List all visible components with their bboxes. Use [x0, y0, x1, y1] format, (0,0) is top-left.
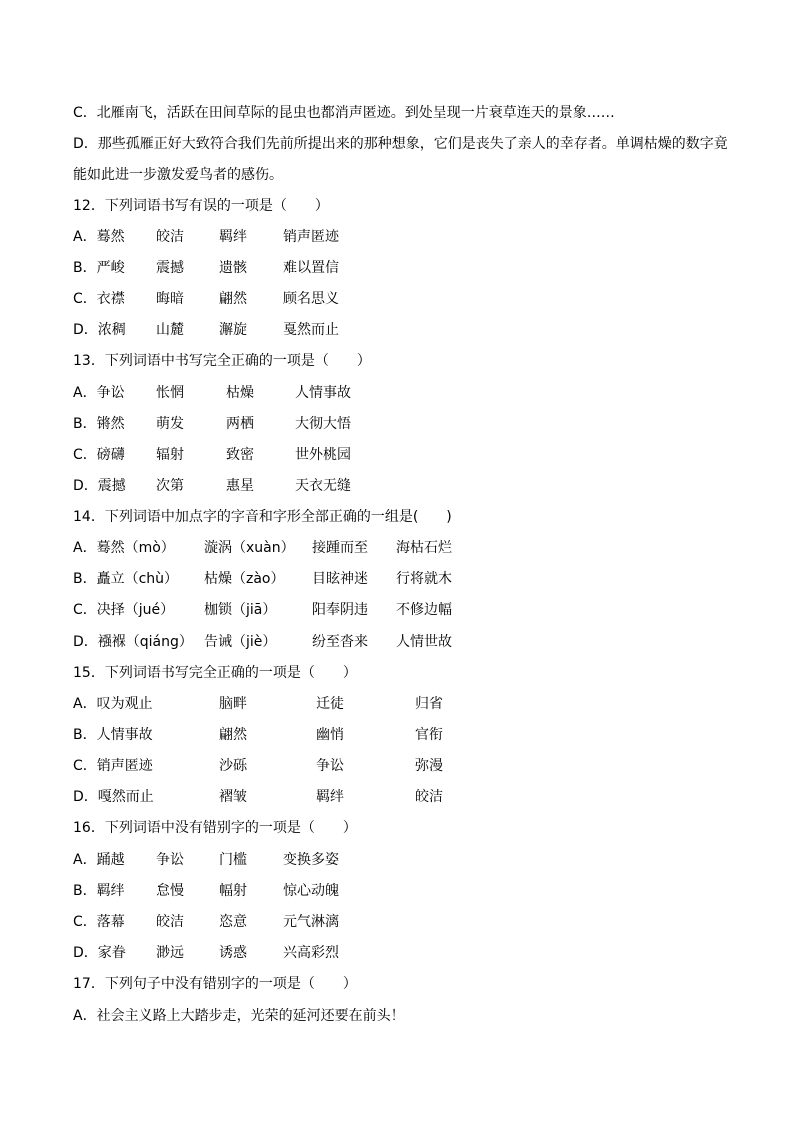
- option-term: B．锵然: [73, 416, 125, 432]
- option-term: A．蓦然（mò）: [73, 540, 175, 556]
- option-term: 羁绊: [316, 789, 344, 805]
- option-term: B．矗立（chù）: [73, 571, 179, 587]
- option-term: 怅惘: [156, 385, 184, 401]
- option-term: 枷锁（jiā）: [204, 602, 277, 618]
- option-term: C．磅礴: [73, 447, 125, 463]
- option-term: A．争讼: [73, 385, 125, 401]
- option-term: 人情事故: [295, 385, 351, 401]
- option-term: 人情世故: [396, 634, 452, 650]
- option-term: 目眩神迷: [312, 571, 368, 587]
- option-term: 次第: [156, 478, 184, 494]
- question-17-option-a: A．社会主义路上大踏步走，光荣的延河还要在前头！: [73, 1008, 405, 1024]
- option-term: 难以置信: [283, 260, 339, 276]
- option-term: 争讼: [316, 758, 344, 774]
- option-term: 沙砾: [219, 758, 247, 774]
- option-term: 遗骸: [219, 260, 247, 276]
- option-term: 枯燥（zào）: [204, 571, 285, 587]
- option-term: D．震撼: [73, 478, 126, 494]
- option-term: 官衔: [415, 727, 443, 743]
- prev-option-d-line1: D．那些孤雁正好大致符合我们先前所提出来的那种想象，它们是丧失了亲人的幸存者。单调枯燥的数字竟: [73, 136, 728, 152]
- option-term: 海枯石烂: [396, 540, 452, 556]
- option-term: 世外桃园: [295, 447, 351, 463]
- option-term: 幅射: [219, 883, 247, 899]
- option-term: 晦暗: [156, 291, 184, 307]
- option-term: 澥旋: [219, 322, 247, 338]
- option-term: A．蓦然: [73, 229, 125, 245]
- option-term: 翩然: [219, 291, 247, 307]
- option-term: 两栖: [226, 416, 254, 432]
- option-term: 惠星: [226, 478, 254, 494]
- question-13-stem: 13．下列词语中书写完全正确的一项是（ ）: [73, 353, 371, 369]
- option-term: 恣意: [219, 914, 247, 930]
- option-term: 皎洁: [156, 229, 184, 245]
- option-term: 震撼: [156, 260, 184, 276]
- option-term: 迁徒: [316, 696, 344, 712]
- question-17-stem: 17．下列句子中没有错别字的一项是（ ）: [73, 976, 357, 992]
- option-term: 羁绊: [219, 229, 247, 245]
- question-15-stem: 15．下列词语书写完全正确的一项是（ ）: [73, 665, 357, 681]
- option-term: B．羁绊: [73, 883, 125, 899]
- option-term: D．浓稠: [73, 322, 126, 338]
- option-term: D．嘎然而止: [73, 789, 154, 805]
- option-term: 萌发: [156, 416, 184, 432]
- option-term: B．人情事故: [73, 727, 153, 743]
- option-term: D．家眷: [73, 945, 126, 961]
- option-term: 不修边幅: [396, 602, 452, 618]
- option-term: 接踵而至: [312, 540, 368, 556]
- option-term: 惊心动魄: [283, 883, 339, 899]
- option-term: 漩涡（xuàn）: [204, 540, 295, 556]
- option-term: 告诫（jiè）: [204, 634, 277, 650]
- option-term: 变换多姿: [283, 852, 339, 868]
- option-term: 渺远: [156, 945, 184, 961]
- option-term: 兴高彩烈: [283, 945, 339, 961]
- option-term: 枯燥: [226, 385, 254, 401]
- option-term: C．销声匿迹: [73, 758, 153, 774]
- option-term: C．落幕: [73, 914, 125, 930]
- option-term: 致密: [226, 447, 254, 463]
- option-term: 阳奉阴违: [312, 602, 368, 618]
- option-term: 皎洁: [156, 914, 184, 930]
- prev-option-c: C．北雁南飞，活跃在田间草际的昆虫也都消声匿迹。到处呈现一片衰草连天的景象……: [73, 105, 615, 121]
- option-term: 纷至沓来: [312, 634, 368, 650]
- option-term: 门槛: [219, 852, 247, 868]
- option-term: 脑畔: [219, 696, 247, 712]
- option-term: 幽悄: [316, 727, 344, 743]
- option-term: C．决择（jué）: [73, 602, 175, 618]
- question-14-stem: 14．下列词语中加点字的字音和字形全部正确的一组是( ): [73, 509, 452, 525]
- option-term: 弥漫: [415, 758, 443, 774]
- option-term: 褶皱: [219, 789, 247, 805]
- option-term: D．襁褓（qiáng）: [73, 634, 193, 650]
- option-term: 辐射: [156, 447, 184, 463]
- question-12-stem: 12．下列词语书写有误的一项是（ ）: [73, 198, 329, 214]
- option-term: 诱惑: [219, 945, 247, 961]
- option-term: 翩然: [219, 727, 247, 743]
- option-term: 怠慢: [156, 883, 184, 899]
- option-term: 山麓: [156, 322, 184, 338]
- option-term: C．衣襟: [73, 291, 125, 307]
- option-term: A．踊越: [73, 852, 125, 868]
- option-term: A．叹为观止: [73, 696, 153, 712]
- option-term: 天衣无缝: [295, 478, 351, 494]
- option-term: 销声匿迹: [283, 229, 339, 245]
- question-16-stem: 16．下列词语中没有错别字的一项是（ ）: [73, 820, 357, 836]
- option-term: 归省: [415, 696, 443, 712]
- option-term: 顾名思义: [283, 291, 339, 307]
- option-term: B．严峻: [73, 260, 125, 276]
- option-term: 戛然而止: [283, 322, 339, 338]
- option-term: 大彻大悟: [295, 416, 351, 432]
- option-term: 皎洁: [415, 789, 443, 805]
- prev-option-d-line2: 能如此进一步激发爱鸟者的感伤。: [73, 167, 283, 183]
- option-term: 行将就木: [396, 571, 452, 587]
- option-term: 争讼: [156, 852, 184, 868]
- option-term: 元气淋漓: [283, 914, 339, 930]
